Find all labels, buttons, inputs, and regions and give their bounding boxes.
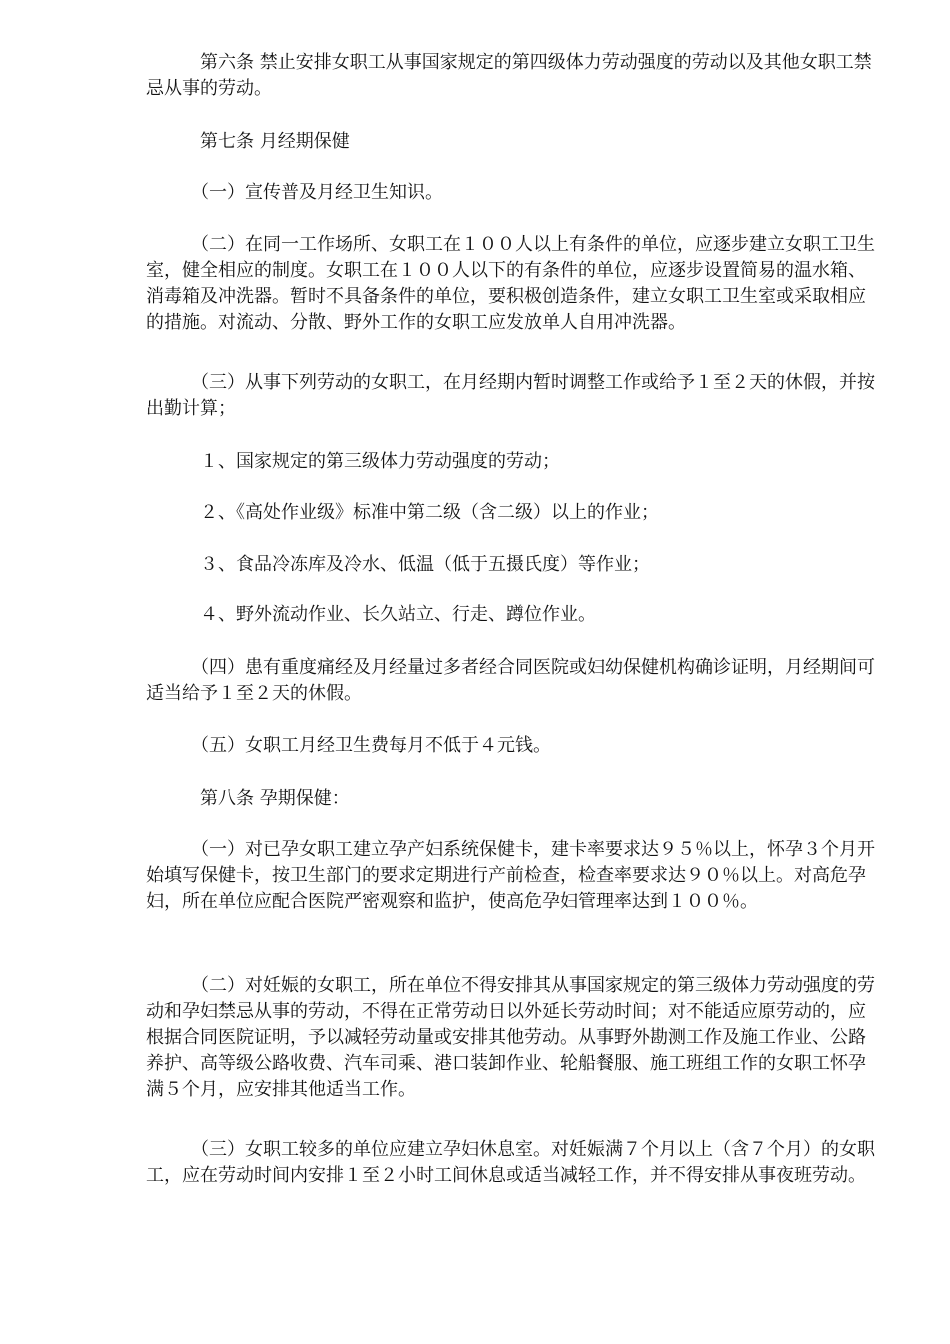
- article-7-item-3-sub-1: １、国家规定的第三级体力劳动强度的劳动；: [146, 451, 560, 472]
- article-7-item-4: （四）患有重度痛经及月经量过多者经合同医院或妇幼保健机构确诊证明，月经期间可适当给予１至２天的休假。: [146, 657, 875, 704]
- article-6-paragraph: 第六条 禁止安排女职工从事国家规定的第四级体力劳动强度的劳动以及其他女职工禁忌从事的劳动。: [146, 52, 872, 99]
- article-7-item-3-sub-4: ４、野外流动作业、长久站立、行走、蹲位作业。: [146, 604, 596, 625]
- article-7-item-3-sub-3: ３、食品冷冻库及冷水、低温（低于五摄氏度）等作业；: [146, 554, 650, 575]
- article-7-item-3: （三）从事下列劳动的女职工，在月经期内暂时调整工作或给予１至２天的休假，并按出勤计算；: [146, 372, 875, 419]
- article-8-item-3: （三）女职工较多的单位应建立孕妇休息室。对妊娠满７个月以上（含７个月）的女职工，应在劳动时间内安排１至２小时工间休息或适当减轻工作，并不得安排从事夜班劳动。: [146, 1139, 875, 1186]
- article-7-item-1: （一）宣传普及月经卫生知识。: [146, 182, 443, 203]
- article-8-heading: 第八条 孕期保健：: [146, 788, 350, 809]
- article-7-heading: 第七条 月经期保健: [146, 131, 350, 152]
- article-7-item-3-sub-2: ２、《高处作业级》标准中第二级（含二级）以上的作业；: [146, 502, 659, 523]
- article-8-item-1: （一）对已孕女职工建立孕产妇系统保健卡，建卡率要求达９５％以上，怀孕３个月开始填写保健卡，按卫生部门的要求定期进行产前检查，检查率要求达９０％以上。对高危孕妇，所在单位应配合医院严密观察和监护，使高危孕妇管理率达到１００％。: [146, 839, 875, 912]
- article-7-item-2: （二）在同一工作场所、女职工在１００人以上有条件的单位，应逐步建立女职工卫生室，健全相应的制度。女职工在１００人以下的有条件的单位，应逐步设置简易的温水箱、消毒箱及冲洗器。暂时不具备条件的单位，要积极创造条件，建立女职工卫生室或采取相应的措施。对流动、分散、野外工作的女职工应发放单人自用冲洗器。: [146, 234, 875, 333]
- article-7-item-5: （五）女职工月经卫生费每月不低于４元钱。: [146, 735, 551, 756]
- article-8-item-2: （二）对妊娠的女职工，所在单位不得安排其从事国家规定的第三级体力劳动强度的劳动和孕妇禁忌从事的劳动，不得在正常劳动日以外延长劳动时间；对不能适应原劳动的，应根据合同医院证明，予以减轻劳动量或安排其他劳动。从事野外勘测工作及施工作业、公路养护、高等级公路收费、汽车司乘、港口装卸作业、轮船餐服、施工班组工作的女职工怀孕满５个月，应安排其他适当工作。: [146, 975, 875, 1100]
